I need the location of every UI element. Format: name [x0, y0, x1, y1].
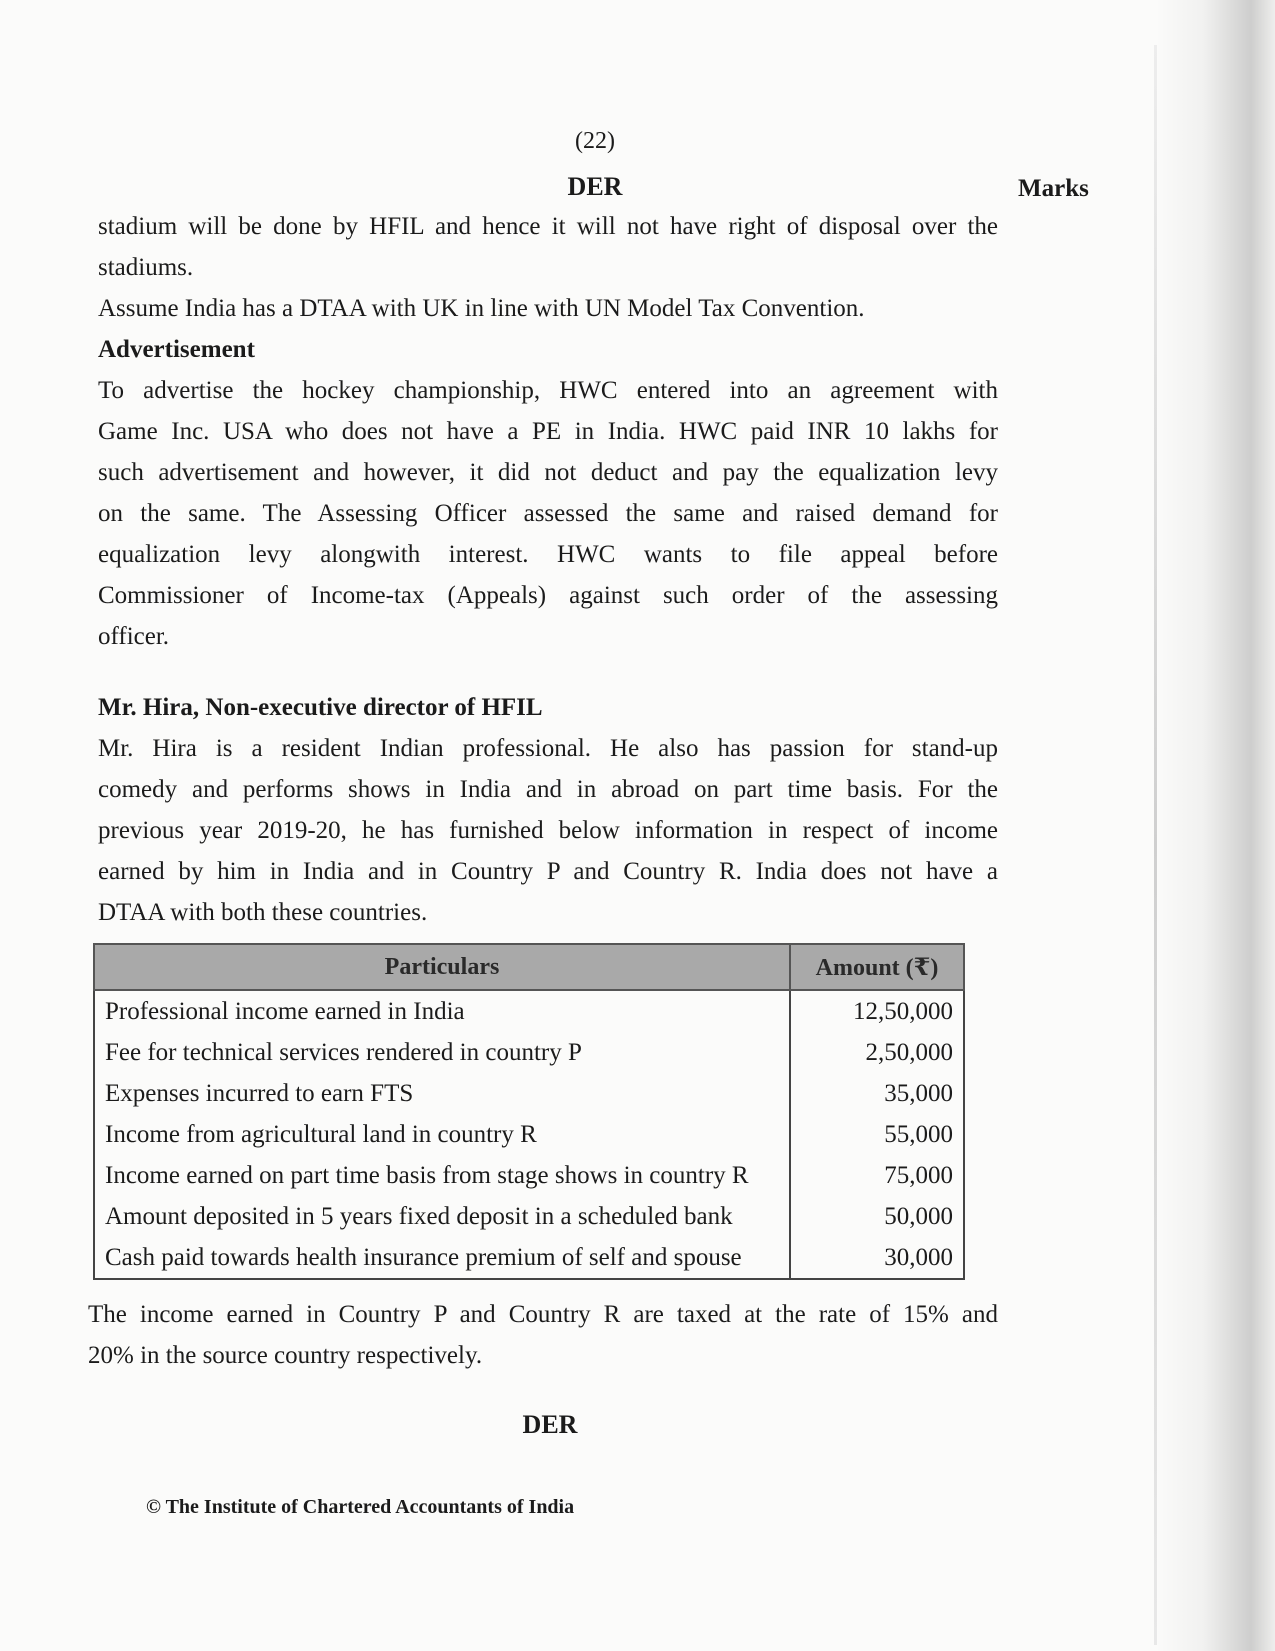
- text-line: Game Inc. USA who does not have a PE in India. HWC paid INR 10 lakhs for: [98, 418, 998, 445]
- text-line: officer.: [98, 623, 170, 650]
- particular-cell: Amount deposited in 5 years fixed deposit in a scheduled bank: [105, 1202, 733, 1230]
- closing-paragraph: [88, 1294, 998, 1376]
- dtaa-note: Assume India has a DTAA with UK in line with UN Model Tax Convention.: [98, 295, 865, 322]
- table-row: [94, 1032, 964, 1073]
- spacer: [98, 657, 998, 687]
- table-row: [94, 1114, 964, 1155]
- table-row: [94, 1155, 964, 1196]
- footer-code: DER: [522, 1410, 578, 1439]
- text-line: comedy and performs shows in India and in abroad on part time basis. For the: [98, 776, 998, 803]
- header-code: DER: [567, 172, 623, 201]
- hira-heading: Mr. Hira, Non-executive director of HFIL: [98, 694, 543, 721]
- marks-label: Marks: [1018, 175, 1089, 202]
- amount-cell: 55,000: [790, 1114, 964, 1155]
- text-line: earned by him in India and in Country P and Country R. India does not have a: [98, 858, 998, 885]
- text-line: To advertise the hockey championship, HWC entered into an agreement with: [98, 377, 998, 404]
- amount-cell: 75,000: [790, 1155, 964, 1196]
- advertisement-paragraph: [98, 370, 998, 657]
- copyright-notice: © The Institute of Chartered Accountants of India: [146, 1496, 575, 1518]
- particular-cell: Cash paid towards health insurance premium of self and spouse: [105, 1243, 742, 1271]
- page-scan-shadow: [1155, 0, 1275, 1651]
- particular-cell: Professional income earned in India: [105, 997, 465, 1025]
- amount-cell: 35,000: [790, 1073, 964, 1114]
- advertisement-heading: Advertisement: [98, 336, 255, 363]
- amount-cell: 30,000: [790, 1237, 964, 1279]
- text-line: Mr. Hira is a resident Indian professional. He also has passion for stand-up: [98, 735, 998, 762]
- income-table: [93, 943, 965, 1280]
- table-row: [94, 1073, 964, 1114]
- particular-cell: Expenses incurred to earn FTS: [105, 1079, 414, 1107]
- page-edge: [1154, 45, 1157, 1645]
- particular-cell: Income earned on part time basis from stage shows in country R: [105, 1161, 749, 1189]
- amount-cell: 12,50,000: [790, 990, 964, 1032]
- text-line: The income earned in Country P and Country R are taxed at the rate of 15% and: [88, 1301, 998, 1328]
- particulars-header: Particulars: [94, 944, 790, 990]
- page-content: [88, 206, 998, 1376]
- page-number: (22): [575, 128, 615, 154]
- intro-paragraph: [98, 206, 998, 329]
- text-line: such advertisement and however, it did not deduct and pay the equalization levy: [98, 459, 998, 486]
- amount-cell: 2,50,000: [790, 1032, 964, 1073]
- table-row: [94, 1237, 964, 1279]
- text-line: DTAA with both these countries.: [98, 899, 428, 926]
- particular-cell: Income from agricultural land in country R: [105, 1120, 537, 1148]
- table-header-row: [94, 944, 964, 990]
- amount-header: Amount (₹): [790, 944, 964, 990]
- text-line: previous year 2019-20, he has furnished below information in respect of income: [98, 817, 998, 844]
- text-line: Commissioner of Income-tax (Appeals) against such order of the assessing: [98, 582, 998, 609]
- text-line: stadium will be done by HFIL and hence it will not have right of disposal over the: [98, 213, 998, 240]
- text-line: 20% in the source country respectively.: [88, 1342, 483, 1369]
- particular-cell: Fee for technical services rendered in country P: [105, 1038, 582, 1066]
- table-row: [94, 1196, 964, 1237]
- text-line: on the same. The Assessing Officer assessed the same and raised demand for: [98, 500, 998, 527]
- text-line: equalization levy alongwith interest. HWC wants to file appeal before: [98, 541, 998, 568]
- text-line: stadiums.: [98, 254, 194, 281]
- table-row: [94, 990, 964, 1032]
- hira-paragraph: [98, 728, 998, 933]
- amount-cell: 50,000: [790, 1196, 964, 1237]
